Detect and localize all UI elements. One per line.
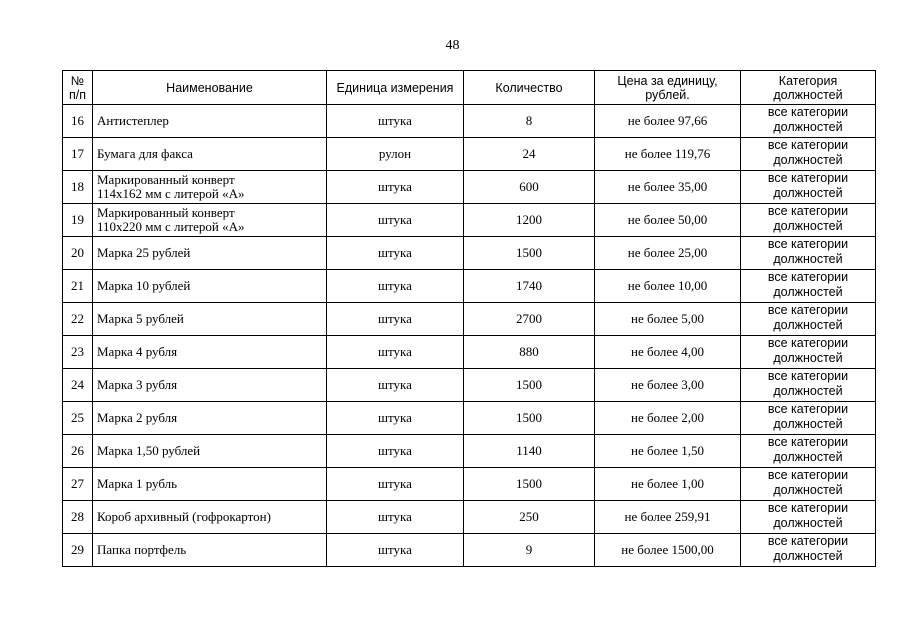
cell-name: Марка 1,50 рублей xyxy=(93,435,327,468)
cell-name: Маркированный конверт 114x162 мм с литерой «А» xyxy=(93,171,327,204)
table-row xyxy=(63,204,876,237)
cell-unit: штука xyxy=(327,336,464,369)
cell-price: не более 119,76 xyxy=(595,138,741,171)
cell-num: 27 xyxy=(63,468,93,501)
table-row xyxy=(63,237,876,270)
cell-name: Марка 5 рублей xyxy=(93,303,327,336)
goods-table xyxy=(62,70,876,567)
table-row xyxy=(63,171,876,204)
table-row xyxy=(63,270,876,303)
cell-price: не более 97,66 xyxy=(595,105,741,138)
table-row xyxy=(63,369,876,402)
cell-category: все категории должностей xyxy=(741,369,876,402)
page-number: 48 xyxy=(445,38,460,53)
cell-qty: 880 xyxy=(464,336,595,369)
table-row xyxy=(63,534,876,567)
cell-name: Марка 2 рубля xyxy=(93,402,327,435)
table-body xyxy=(63,105,876,567)
header-name: Наименование xyxy=(93,71,327,105)
table-row xyxy=(63,435,876,468)
cell-num: 16 xyxy=(63,105,93,138)
cell-name: Марка 3 рубля xyxy=(93,369,327,402)
cell-name: Маркированный конверт 110x220 мм с литерой «А» xyxy=(93,204,327,237)
cell-price: не более 1,00 xyxy=(595,468,741,501)
cell-name: Марка 10 рублей xyxy=(93,270,327,303)
header-num: № п/п xyxy=(63,71,93,105)
cell-name: Марка 4 рубля xyxy=(93,336,327,369)
header-qty: Количество xyxy=(464,71,595,105)
cell-qty: 1740 xyxy=(464,270,595,303)
cell-unit: штука xyxy=(327,435,464,468)
cell-num: 23 xyxy=(63,336,93,369)
cell-qty: 1200 xyxy=(464,204,595,237)
cell-price: не более 1,50 xyxy=(595,435,741,468)
cell-price: не более 5,00 xyxy=(595,303,741,336)
cell-unit: штука xyxy=(327,270,464,303)
cell-unit: штука xyxy=(327,303,464,336)
cell-name: Антистеплер xyxy=(93,105,327,138)
cell-num: 24 xyxy=(63,369,93,402)
cell-qty: 24 xyxy=(464,138,595,171)
cell-qty: 9 xyxy=(464,534,595,567)
table-row xyxy=(63,468,876,501)
cell-qty: 1140 xyxy=(464,435,595,468)
cell-qty: 2700 xyxy=(464,303,595,336)
table-row xyxy=(63,336,876,369)
header-category: Категория должностей xyxy=(741,71,876,105)
cell-unit: рулон xyxy=(327,138,464,171)
cell-category: все категории должностей xyxy=(741,270,876,303)
cell-unit: штука xyxy=(327,237,464,270)
cell-category: все категории должностей xyxy=(741,237,876,270)
cell-price: не более 4,00 xyxy=(595,336,741,369)
cell-num: 22 xyxy=(63,303,93,336)
cell-num: 21 xyxy=(63,270,93,303)
cell-num: 17 xyxy=(63,138,93,171)
cell-unit: штука xyxy=(327,171,464,204)
cell-unit: штука xyxy=(327,468,464,501)
cell-unit: штука xyxy=(327,534,464,567)
cell-unit: штука xyxy=(327,105,464,138)
cell-qty: 1500 xyxy=(464,237,595,270)
cell-unit: штука xyxy=(327,369,464,402)
cell-num: 28 xyxy=(63,501,93,534)
table-row xyxy=(63,501,876,534)
cell-category: все категории должностей xyxy=(741,336,876,369)
cell-qty: 1500 xyxy=(464,402,595,435)
cell-qty: 8 xyxy=(464,105,595,138)
cell-category: все категории должностей xyxy=(741,138,876,171)
cell-price: не более 50,00 xyxy=(595,204,741,237)
cell-category: все категории должностей xyxy=(741,303,876,336)
cell-category: все категории должностей xyxy=(741,204,876,237)
cell-price: не более 2,00 xyxy=(595,402,741,435)
cell-price: не более 1500,00 xyxy=(595,534,741,567)
table-row xyxy=(63,138,876,171)
cell-num: 25 xyxy=(63,402,93,435)
table-row xyxy=(63,303,876,336)
cell-category: все категории должностей xyxy=(741,534,876,567)
cell-num: 29 xyxy=(63,534,93,567)
cell-qty: 1500 xyxy=(464,468,595,501)
cell-name: Марка 25 рублей xyxy=(93,237,327,270)
table-row xyxy=(63,402,876,435)
header-price: Цена за единицу, рублей. xyxy=(595,71,741,105)
cell-category: все категории должностей xyxy=(741,171,876,204)
cell-category: все категории должностей xyxy=(741,468,876,501)
cell-price: не более 10,00 xyxy=(595,270,741,303)
cell-name: Короб архивный (гофрокартон) xyxy=(93,501,327,534)
cell-num: 26 xyxy=(63,435,93,468)
cell-category: все категории должностей xyxy=(741,105,876,138)
cell-unit: штука xyxy=(327,402,464,435)
cell-num: 18 xyxy=(63,171,93,204)
cell-price: не более 259,91 xyxy=(595,501,741,534)
cell-num: 20 xyxy=(63,237,93,270)
table-header-row xyxy=(63,71,876,105)
cell-price: не более 3,00 xyxy=(595,369,741,402)
cell-qty: 600 xyxy=(464,171,595,204)
cell-price: не более 25,00 xyxy=(595,237,741,270)
table-row xyxy=(63,105,876,138)
header-unit: Единица измерения xyxy=(327,71,464,105)
cell-price: не более 35,00 xyxy=(595,171,741,204)
cell-category: все категории должностей xyxy=(741,402,876,435)
cell-qty: 250 xyxy=(464,501,595,534)
cell-name: Папка портфель xyxy=(93,534,327,567)
cell-num: 19 xyxy=(63,204,93,237)
cell-unit: штука xyxy=(327,501,464,534)
cell-name: Бумага для факса xyxy=(93,138,327,171)
cell-name: Марка 1 рубль xyxy=(93,468,327,501)
cell-unit: штука xyxy=(327,204,464,237)
cell-category: все категории должностей xyxy=(741,435,876,468)
cell-qty: 1500 xyxy=(464,369,595,402)
cell-category: все категории должностей xyxy=(741,501,876,534)
